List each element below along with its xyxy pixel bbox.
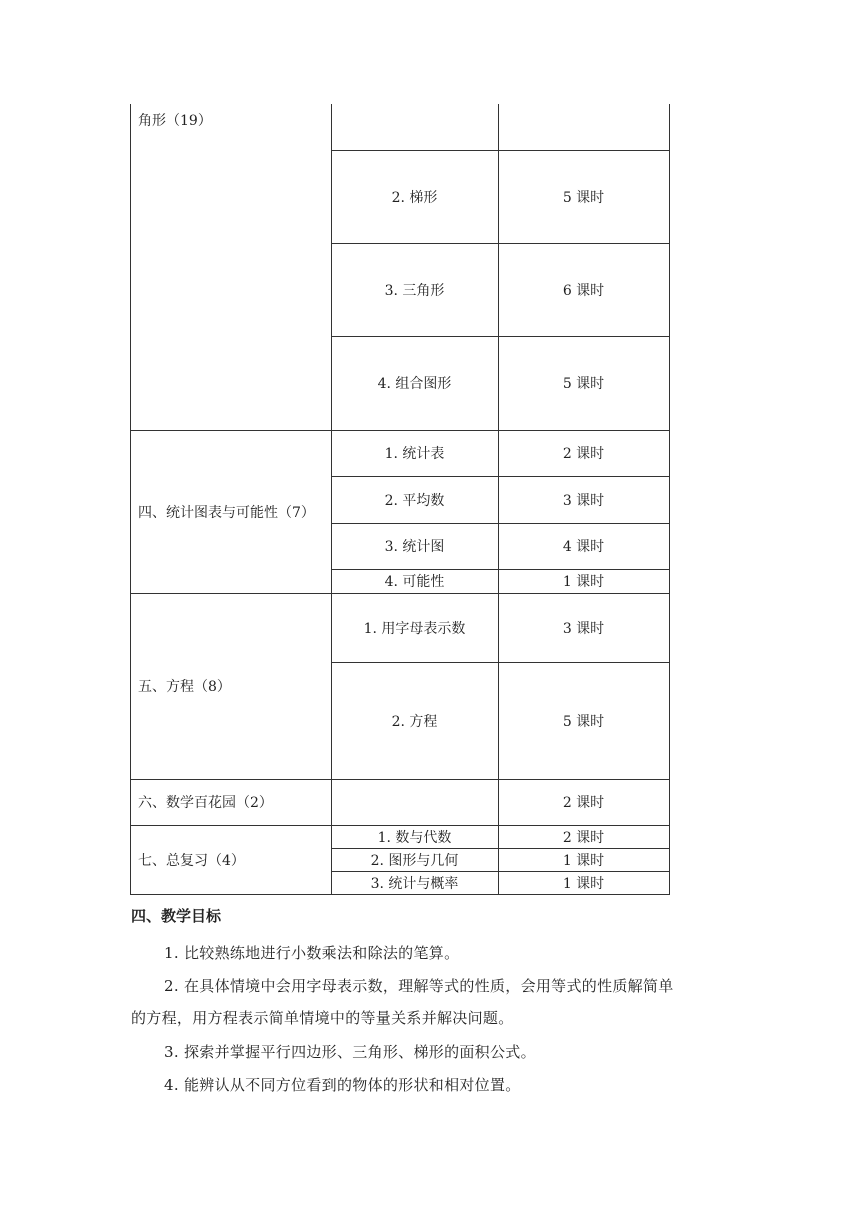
table-cell-item: 2. 梯形 [391,189,438,206]
table-cell-item: 2. 方程 [391,713,438,730]
table-cell-hours: 5 课时 [562,189,605,206]
table-cell-item: 2. 图形与几何 [370,852,459,869]
table-cell-item: 4. 组合图形 [377,376,452,392]
table-cell-hours: 5 课时 [562,376,605,392]
table-cell-item [331,779,498,825]
table-border-right [669,104,670,895]
objective-paragraph: 2. 在具体情境中会用字母表示数，理解等式的性质，会用等式的性质解简单 [164,977,674,995]
table-cell-hours [498,104,669,150]
table-cell-hours: 2 课时 [562,829,605,846]
table-cell-hours: 1 课时 [562,875,605,892]
table-cell-item: 3. 统计图 [384,539,445,555]
table-cell-hours: 4 课时 [562,539,605,555]
table-cell-item: 1. 用字母表示数 [363,620,466,637]
group-title: 四、统计图表与可能性（7） [138,504,315,521]
table-cell-hours: 1 课时 [562,852,605,869]
course-hours-table [130,104,670,895]
group-title: 角形（19） [138,113,212,129]
table-cell-hours: 6 课时 [562,282,605,299]
table-cell-hours: 3 课时 [562,620,605,637]
table-border-bottom [130,894,670,895]
table-cell-hours: 2 课时 [562,795,605,811]
group-title: 七、总复习（4） [138,852,245,869]
table-cell-item: 3. 统计与概率 [370,875,459,892]
objective-paragraph: 4. 能辨认从不同方位看到的物体的形状和相对位置。 [164,1076,521,1094]
group-title: 五、方程（8） [138,679,231,695]
group-title: 六、数学百花园（2） [138,795,273,811]
table-cell-item: 3. 三角形 [384,282,445,299]
table-cell-hours: 1 课时 [562,574,605,590]
table-cell-item: 2. 平均数 [384,492,445,509]
section-heading: 四、教学目标 [131,907,222,925]
table-cell-item: 1. 统计表 [384,446,445,462]
table-cell-hours: 2 课时 [562,446,605,462]
table-cell-hours: 3 课时 [562,492,605,509]
table-cell-item: 1. 数与代数 [377,829,452,846]
objective-paragraph: 3. 探索并掌握平行四边形、三角形、梯形的面积公式。 [164,1043,536,1061]
objective-paragraph-continuation: 的方程，用方程表示简单情境中的等量关系并解决问题。 [131,1009,514,1027]
table-cell-hours: 5 课时 [562,713,605,730]
table-cell-item: 4. 可能性 [384,574,445,590]
objective-paragraph: 1. 比较熟练地进行小数乘法和除法的笔算。 [164,944,460,962]
table-cell-item [331,104,498,150]
